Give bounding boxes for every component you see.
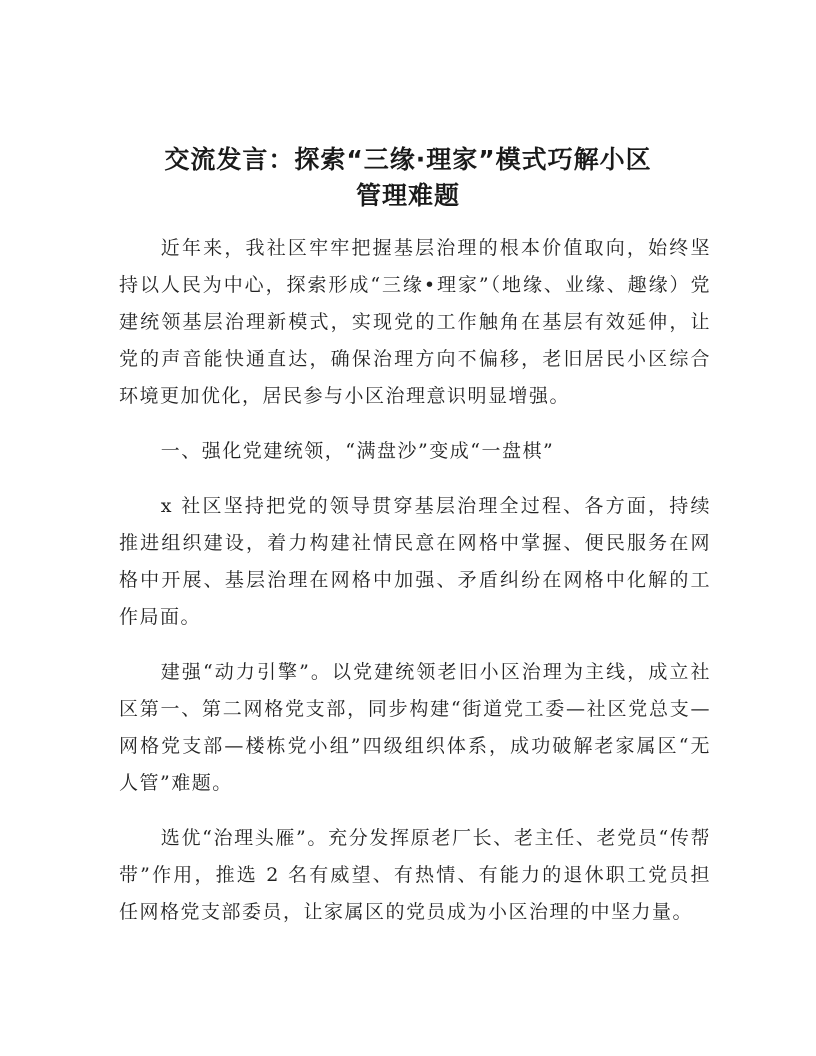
paragraph-power-engine: 建强“动力引擎”。以党建统领老旧小区治理为主线，成立社区第一、第二网格党支部，同步构建“街道党工委—社区党总支—网格党支部—楼栋党小组”四级组织体系，成功破解老家属区“无人管”难题。 [119, 661, 711, 794]
document-body [119, 230, 711, 949]
title-line-2: 管理难题 [355, 181, 460, 210]
page-title [110, 142, 706, 214]
paragraph-section-1: x 社区坚持把党的领导贯穿基层治理全过程、各方面，持续推进组织建设，着力构建社情民意在网格中掌握、便民服务在网格中开展、基层治理在网格中加强、矛盾纠纷在网格中化解的工作局面。 [119, 495, 711, 628]
paragraph-intro: 近年来，我社区牢牢把握基层治理的根本价值取向，始终坚持以人民为中心，探索形成“三缘•理家”（地缘、业缘、趣缘）党建统领基层治理新模式，实现党的工作触角在基层有效延伸，让党的声音能快通直达，确保治理方向不偏移，老旧居民小区综合环境更加优化，居民参与小区治理意识明显增强。 [119, 237, 711, 407]
title-line-1: 交流发言：探索“三缘·理家”模式巧解小区 [164, 145, 652, 174]
paragraph-governance-leaders: 选优“治理头雁”。充分发挥原老厂长、老主任、老党员“传帮带”作用，推选 2 名有威望、有热情、有能力的退休职工党员担任网格党支部委员，让家属区的党员成为小区治理的中坚力量。 [119, 827, 711, 923]
section-heading-1: 一、强化党建统领，“满盘沙”变成“一盘棋” [160, 440, 555, 462]
